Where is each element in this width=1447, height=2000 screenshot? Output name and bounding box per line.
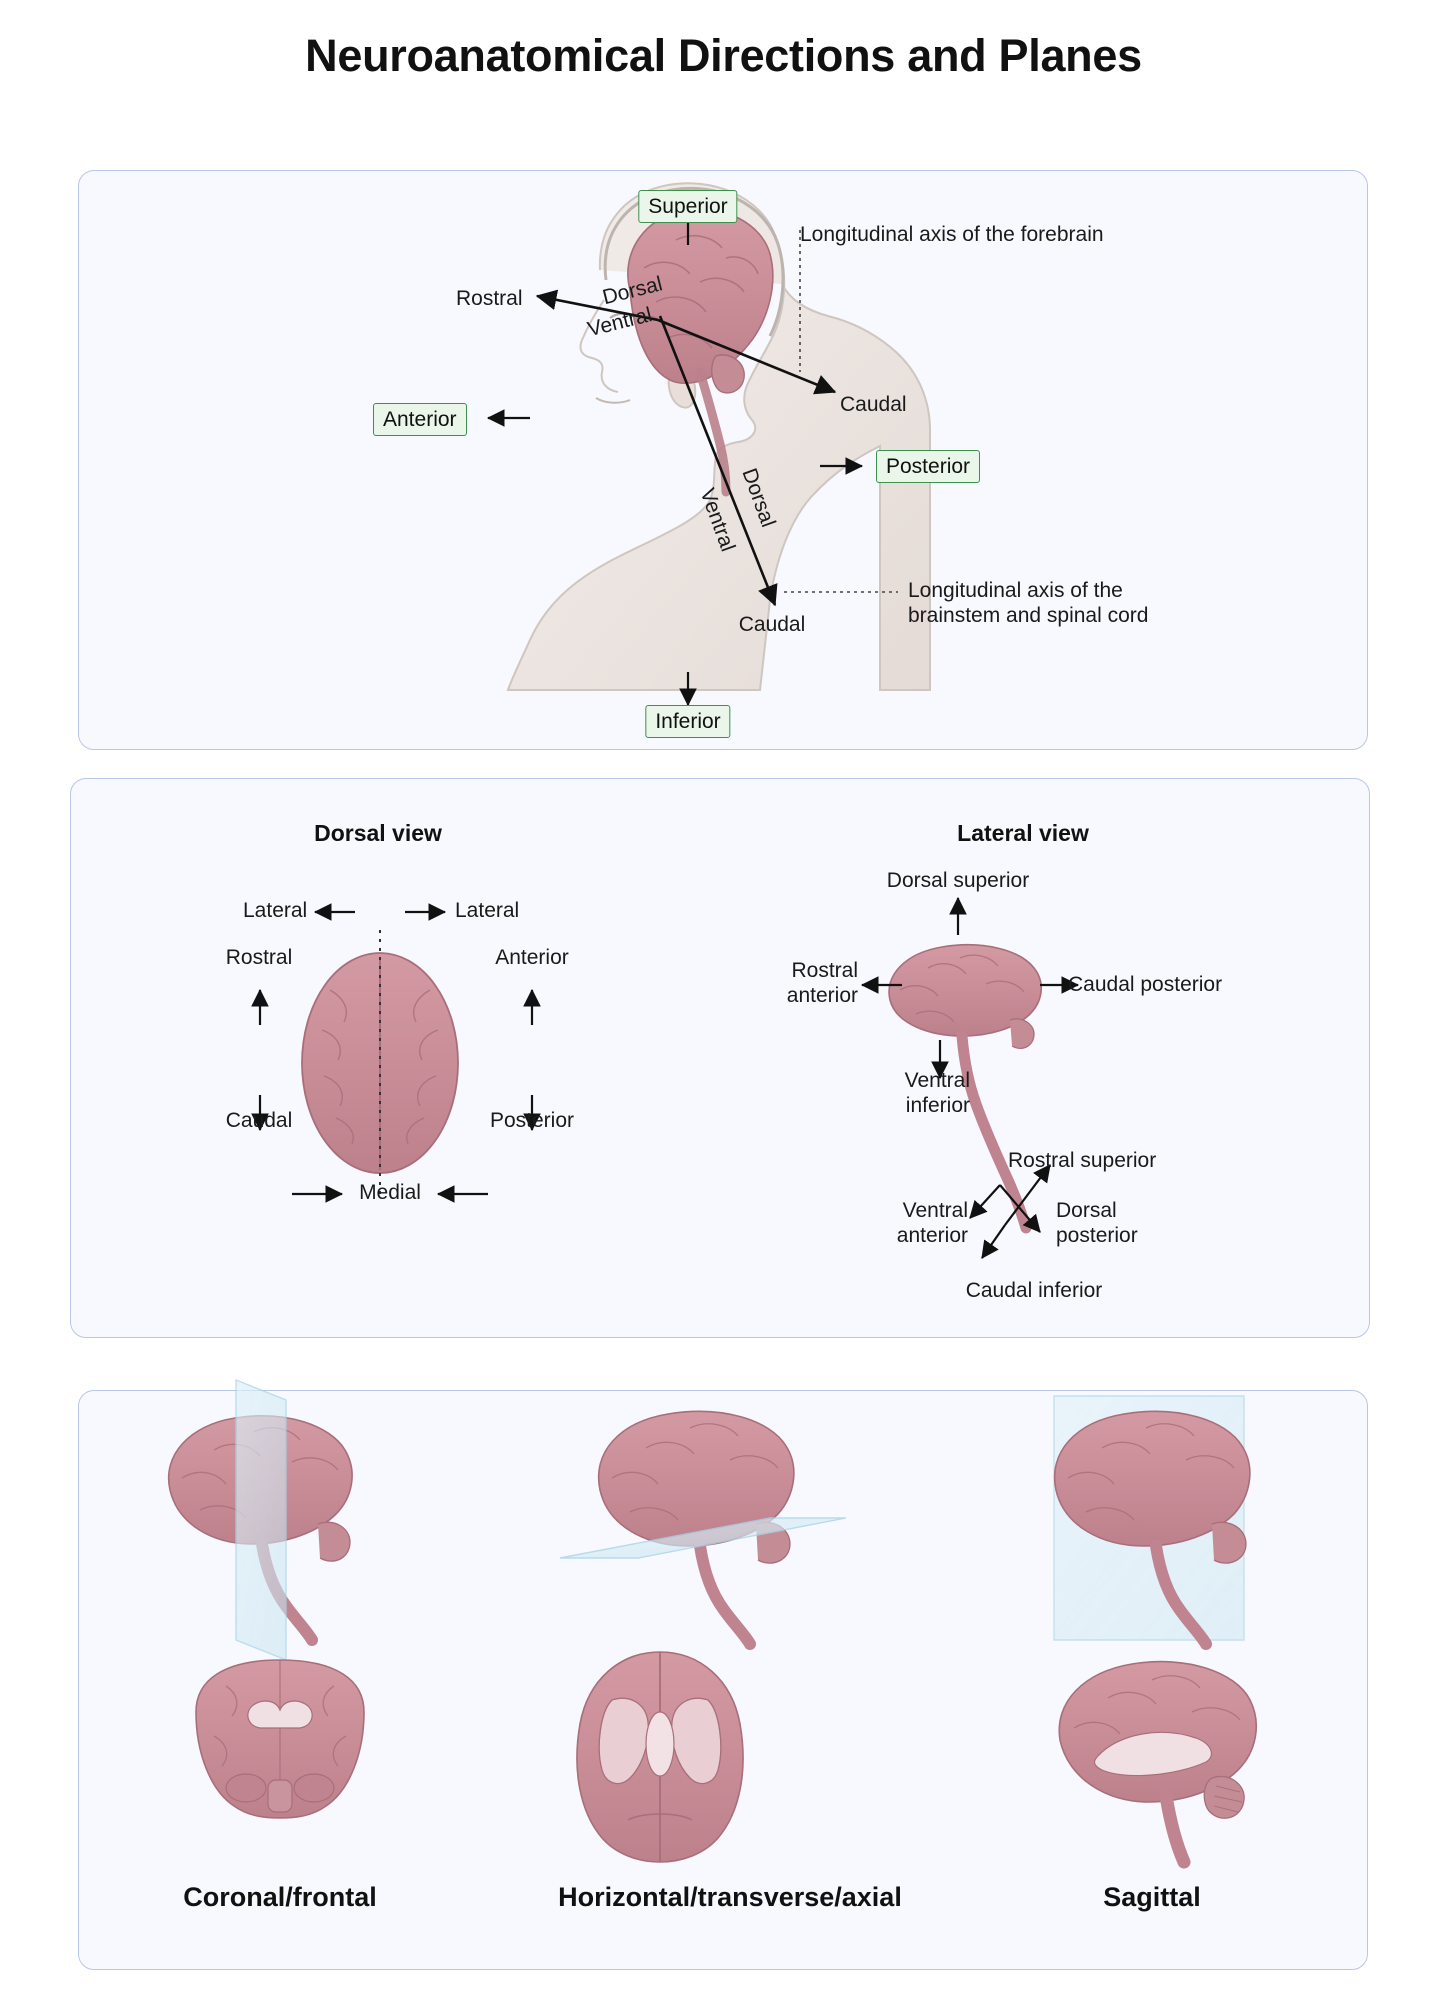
plane-caption-sagittal: Sagittal (1103, 1882, 1201, 1912)
label-caudal-posterior: Caudal posterior (1068, 973, 1223, 996)
label-dorsal-anterior: Anterior (495, 946, 569, 969)
label-dorsal-forebrain: Dorsal (600, 272, 665, 310)
label-caudal-inferior: Caudal inferior (965, 1279, 1103, 1302)
label-ventral-forebrain: Ventral (585, 303, 655, 342)
coronal-brain-with-plane (169, 1380, 352, 1660)
dorsal-view-heading: Dorsal view (314, 820, 442, 846)
ventral-anterior-line2: anterior (896, 1224, 968, 1248)
coronal-section-illustration (196, 1660, 364, 1818)
label-posterior: Posterior (876, 450, 980, 483)
dorsal-posterior-line1: Dorsal (1056, 1199, 1117, 1222)
axis-brainstem-text-2: brainstem and spinal cord (908, 604, 1149, 628)
rostral-anterior-line1: Rostral (791, 959, 858, 982)
axis-brainstem-text-1: Longitudinal axis of the (908, 579, 1123, 602)
label-dorsal-medial: Medial (359, 1181, 421, 1204)
sagittal-section-illustration (1059, 1662, 1256, 1862)
label-caudal-forebrain: Caudal (840, 393, 907, 416)
sagittal-brain-with-plane (1054, 1396, 1250, 1644)
label-rostral: Rostral (456, 287, 523, 310)
label-dorsal-brainstem: Dorsal (737, 465, 780, 531)
label-rostral-superior: Rostral superior (1008, 1149, 1157, 1172)
page-title: Neuroanatomical Directions and Planes (305, 30, 1142, 81)
ventral-anterior-line1: Ventral (902, 1199, 968, 1222)
label-dorsal-caudal: Caudal (225, 1109, 293, 1132)
plane-caption-horizontal: Horizontal/transverse/axial (558, 1882, 902, 1912)
plane-caption-coronal: Coronal/frontal (183, 1882, 377, 1912)
label-dorsal-superior: Dorsal superior (886, 869, 1030, 892)
horizontal-section-illustration (577, 1652, 743, 1862)
label-lateral-left: Lateral (243, 899, 308, 922)
label-caudal-brainstem: Caudal (738, 613, 806, 636)
label-inferior: Inferior (645, 705, 730, 738)
horizontal-brain-with-plane (560, 1411, 846, 1644)
ventral-inferior-line2: inferior (905, 1094, 970, 1118)
rostral-anterior-line2: anterior (786, 984, 858, 1008)
label-lateral-right: Lateral (455, 899, 520, 922)
label-superior: Superior (638, 190, 737, 223)
dorsal-posterior-line2: posterior (1056, 1224, 1138, 1248)
label-dorsal-rostral: Rostral (225, 946, 293, 969)
lateral-view-heading: Lateral view (957, 820, 1089, 846)
ventral-inferior-line1: Ventral (904, 1069, 970, 1092)
label-anterior: Anterior (373, 403, 467, 436)
label-ventral-brainstem: Ventral (695, 485, 740, 555)
label-axis-forebrain: Longitudinal axis of the forebrain (800, 223, 1104, 246)
label-dorsal-posterior: Posterior (489, 1109, 575, 1132)
